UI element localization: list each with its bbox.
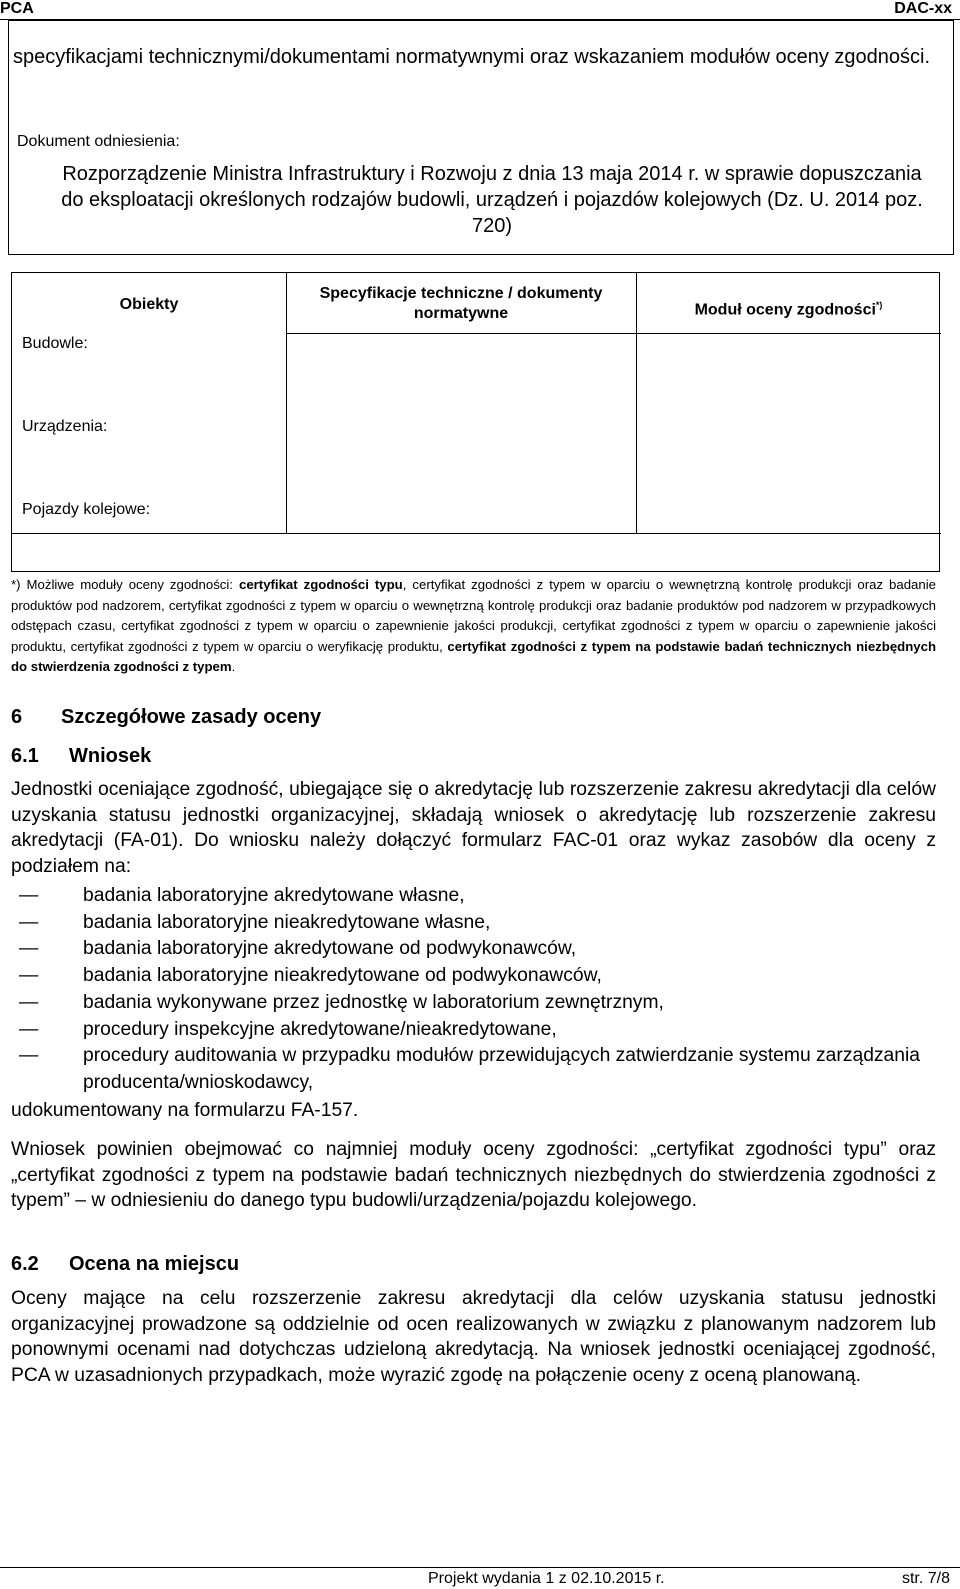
footnote-bold-2: certyfikat zgodności z typem na podstawie badań technicznych niezbędnych do stwierdzenia zgodności z typem — [11, 638, 936, 674]
section-6-number: 6 — [11, 706, 23, 728]
footer-divider — [0, 1567, 960, 1568]
section-6-1-title: Wniosek — [69, 745, 152, 767]
module-label: Moduł oceny zgodności — [694, 301, 876, 319]
list-item-text: procedury auditowania w przypadku modułów przewidujących zatwierdzanie systemu zarządzania producenta/wnioskodawcy, — [83, 1045, 921, 1093]
list-item — [11, 963, 936, 990]
list-item — [11, 990, 936, 1017]
list-item-text: badania laboratoryjne akredytowane od podwykonawców, — [83, 938, 577, 960]
list-item — [11, 910, 936, 937]
row-label-rail-vehicles: Pojazdy kolejowe: — [22, 501, 151, 518]
dash-icon: — — [19, 991, 39, 1013]
application-paragraph: Jednostki oceniające zgodność, ubiegające się o akredytację lub rozszerzenie zakresu akredytacji dla celów uzyskania statusu jednostki organizacyjnej, składają wniosek o akredytację lub rozszerzenie zakresu akredytacji (FA-01). Do wniosku należy dołączyć formularz FAC-01 oraz wykaz zasobów dla oceny z podziałem na: — [11, 779, 936, 878]
section-6-2-title: Ocena na miejscu — [69, 1253, 240, 1275]
list-item-text: badania laboratoryjne nieakredytowane od podwykonawców, — [83, 965, 602, 987]
row-label-devices: Urządzenia: — [22, 418, 108, 435]
footnote-text-3: . — [231, 659, 236, 674]
list-closing-text: udokumentowany na formularzu FA-157. — [11, 1100, 359, 1121]
dash-icon: — — [19, 885, 39, 906]
section-6-2-heading — [11, 1253, 239, 1276]
table-header-objects: Obiekty — [119, 296, 179, 313]
reference-regulation: Rozporządzenie Ministra Infrastruktury i Rozwoju z dnia 13 maja 2014 r. w sprawie dopuszczania do eksploatacji określonych rodzajów budowli, urządzeń i pojazdów kolejowych (Dz. U. 2014 poz. 720) — [61, 163, 923, 237]
section-6-1-heading — [11, 745, 151, 768]
footnote-bold-1: certyfikat zgodności typu — [239, 577, 403, 592]
list-item — [11, 1017, 936, 1044]
resources-list — [11, 883, 936, 1097]
section-6-heading — [11, 706, 321, 729]
list-item-text: badania laboratoryjne akredytowane własne, — [83, 885, 465, 906]
list-item — [11, 1043, 936, 1096]
header-doc-code: DAC-xx — [894, 0, 952, 17]
dash-icon: — — [19, 911, 39, 933]
list-item — [11, 936, 936, 963]
application-scope-paragraph: Wniosek powinien obejmować co najmniej moduły oceny zgodności: „certyfikat zgodności typu” oraz „certyfikat zgodności z typem na podstawie badań technicznych niezbędnych do stwierdzenia zgodności z typem” – w odniesieniu do danego typu budowli/urządzenia/pojazdu kolejowego. — [11, 1139, 936, 1212]
table-header-divider — [286, 333, 941, 334]
reference-document-label: Dokument odniesienia: — [17, 133, 180, 150]
table-header-specs: Specyfikacje techniczne / dokumenty normatywne — [319, 285, 603, 322]
page-header — [0, 0, 960, 20]
section-6-title: Szczegółowe zasady oceny — [61, 706, 322, 728]
list-item-text: badania laboratoryjne nieakredytowane własne, — [83, 911, 491, 933]
footer-project-version: Projekt wydania 1 z 02.10.2015 r. — [428, 1570, 665, 1587]
table-footnote — [11, 575, 936, 678]
footnote-text-2: , certyfikat zgodności z typem w oparciu o wewnętrzną kontrolę produkcji oraz badanie produktów pod nadzorem, certyfikat zgodności z typem w oparciu o wewnętrzną kontrolę produkcji oraz badanie produktów pod nadzorem w przypadkowych odstępach czasu, certyfikat zgodności z typem w oparciu o zapewnienie jakości produkcji, certyfikat zgodności z typem w oparciu o zapewnienie jakości produktu, certyfikat zgodności z typem w oparciu o weryfikację produktu, — [11, 577, 936, 654]
module-footnote-mark: *) — [875, 300, 883, 310]
list-item-text: badania wykonywane przez jednostkę w laboratorium zewnętrznym, — [83, 991, 664, 1013]
onsite-assessment-paragraph: Oceny mające na celu rozszerzenie zakresu akredytacji dla celów uzyskania statusu jednostki organizacyjnej prowadzone są oddzielnie od ocen realizowanych w związku z planowanym nadzorem lub ponownymi ocenami nad dotychczas udzieloną akredytacją. Na wniosek jednostki oceniającej zgodność, PCA w uzasadnionych przypadkach, może wyrazić zgodę na połączenie oceny z oceną planowaną. — [11, 1288, 936, 1387]
dash-icon: — — [19, 965, 39, 987]
dash-icon: — — [19, 938, 39, 960]
list-item-text: procedury inspekcyjne akredytowane/nieakredytowane, — [83, 1018, 557, 1040]
scope-table — [11, 272, 940, 572]
dash-icon: — — [19, 1018, 39, 1040]
scope-box — [8, 20, 954, 255]
section-6-2-number: 6.2 — [11, 1253, 39, 1275]
dash-icon: — — [19, 1045, 39, 1067]
table-header-module — [636, 295, 941, 320]
row-label-structures: Budowle: — [22, 335, 88, 352]
section-6-1-number: 6.1 — [11, 745, 39, 767]
table-footer-divider — [12, 533, 941, 534]
header-org: PCA — [0, 0, 34, 17]
footnote-text-1: *) Możliwe moduły oceny zgodności: — [11, 577, 239, 592]
footer-page-number: str. 7/8 — [901, 1570, 950, 1587]
scope-intro: specyfikacjami technicznymi/dokumentami normatywnymi oraz wskazaniem modułów oceny zgodności. — [13, 46, 931, 68]
list-item — [11, 883, 936, 910]
